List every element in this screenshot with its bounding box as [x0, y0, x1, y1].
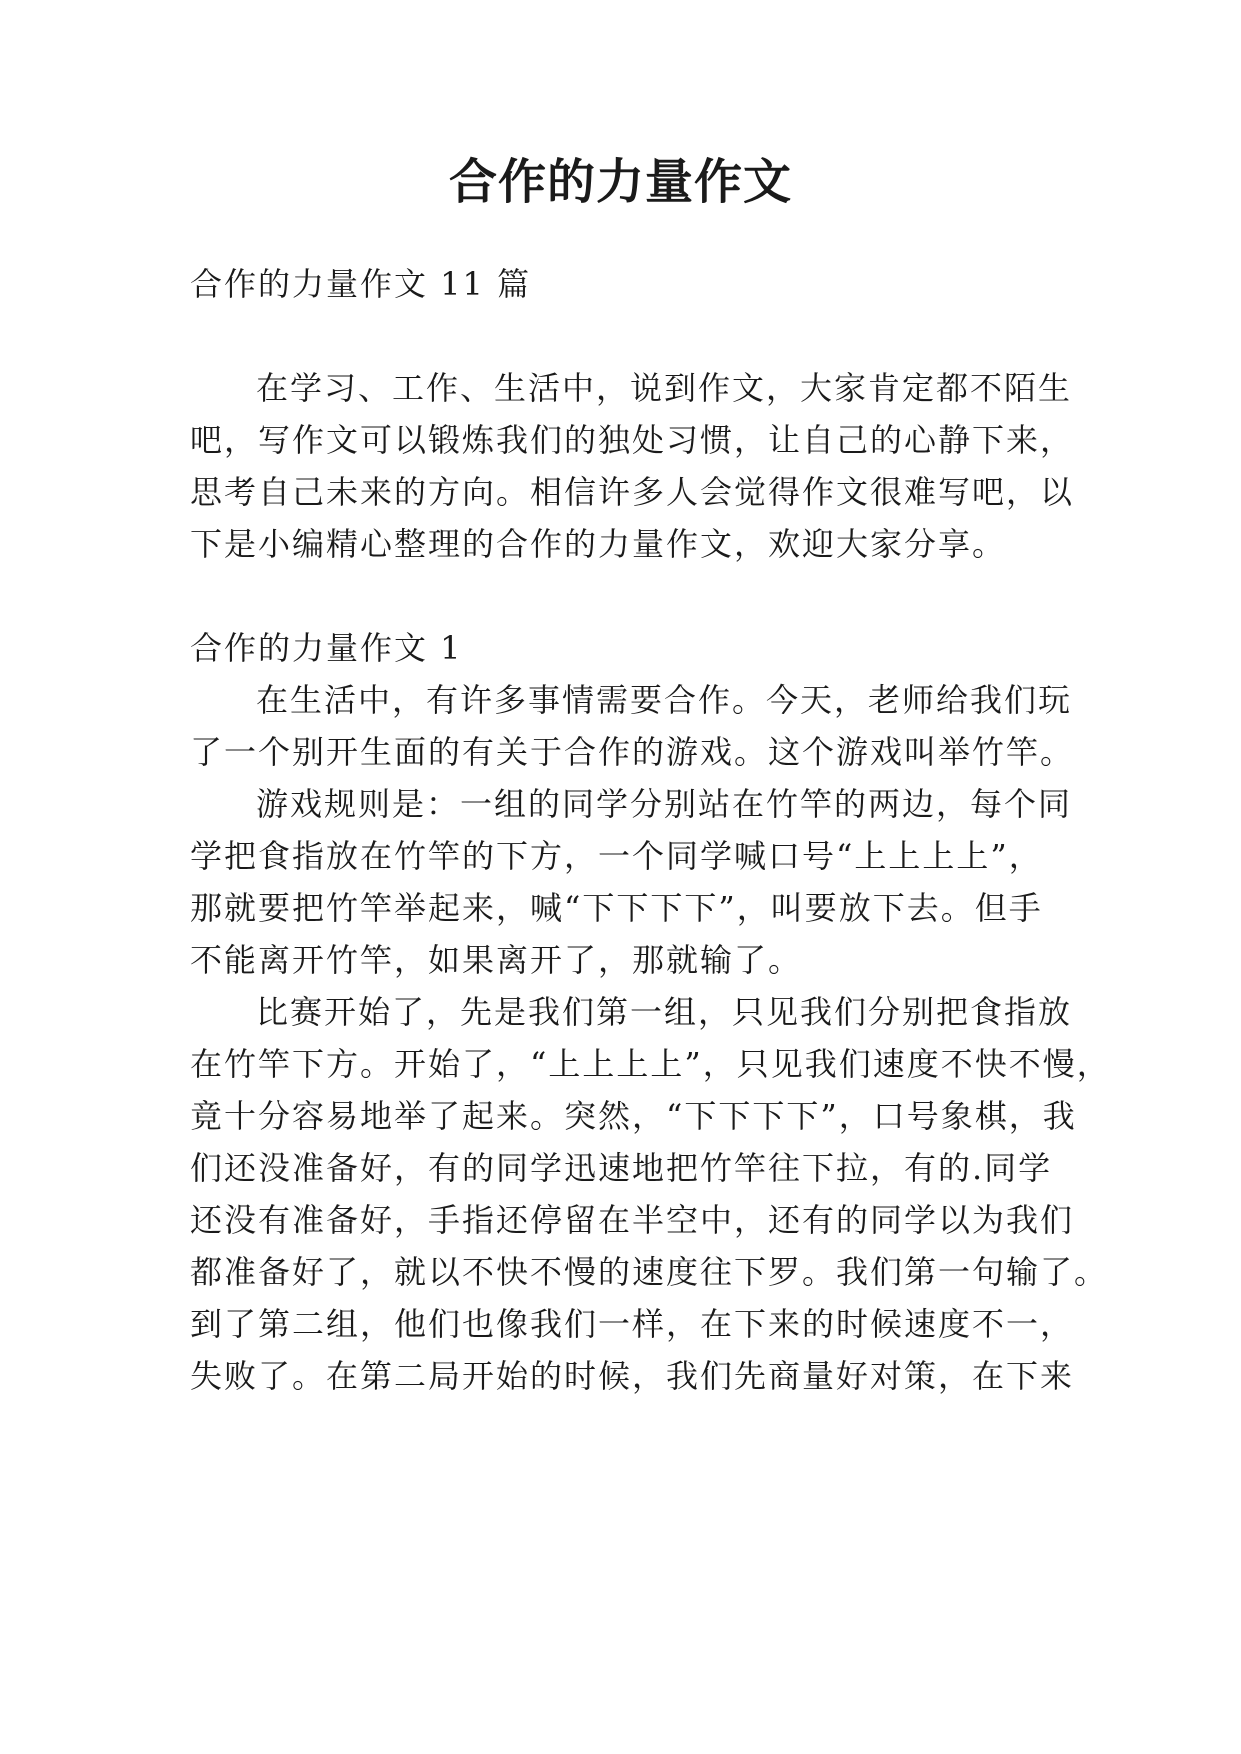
section-heading: 合作的力量作文 1	[190, 629, 463, 667]
intro-line: 思考自己未来的方向。相信许多人会觉得作文很难写吧，以	[190, 473, 1075, 511]
paragraph-line: 比赛开始了，先是我们第一组，只见我们分别把食指放	[256, 993, 1073, 1031]
paragraph-line: 不能离开竹竿，如果离开了，那就输了。	[190, 941, 803, 979]
paragraph-line: 竟十分容易地举了起来。突然，“下下下下”，口号象棋，我	[190, 1097, 1077, 1135]
paragraph-line: 那就要把竹竿举起来，喊“下下下下”，叫要放下去。但手	[190, 889, 1043, 927]
paragraph-line: 们还没准备好，有的同学迅速地把竹竿往下拉，有的.同学	[190, 1149, 1053, 1187]
paragraph-line: 了一个别开生面的有关于合作的游戏。这个游戏叫举竹竿。	[190, 733, 1075, 771]
document-title: 合作的力量作文	[448, 154, 792, 210]
intro-line: 下是小编精心整理的合作的力量作文，欢迎大家分享。	[190, 525, 1007, 563]
paragraph-line: 都准备好了，就以不快不慢的速度往下罗。我们第一句输了。	[190, 1253, 1109, 1291]
paragraph-line: 学把食指放在竹竿的下方，一个同学喊口号“上上上上”，	[190, 837, 1043, 875]
document-subtitle: 合作的力量作文 11 篇	[190, 265, 532, 303]
intro-line: 在学习、工作、生活中，说到作文，大家肯定都不陌生	[256, 369, 1073, 407]
paragraph-line: 在竹竿下方。开始了，“上上上上”，只见我们速度不快不慢，	[190, 1045, 1111, 1083]
paragraph-line: 到了第二组，他们也像我们一样，在下来的时候速度不一，	[190, 1305, 1075, 1343]
paragraph-line: 还没有准备好，手指还停留在半空中，还有的同学以为我们	[190, 1201, 1075, 1239]
intro-line: 吧，写作文可以锻炼我们的独处习惯，让自己的心静下来，	[190, 421, 1075, 459]
paragraph-line: 在生活中，有许多事情需要合作。今天，老师给我们玩	[256, 681, 1073, 719]
paragraph-line: 游戏规则是：一组的同学分别站在竹竿的两边，每个同	[256, 785, 1073, 823]
paragraph-line: 失败了。在第二局开始的时候，我们先商量好对策，在下来	[190, 1357, 1075, 1395]
